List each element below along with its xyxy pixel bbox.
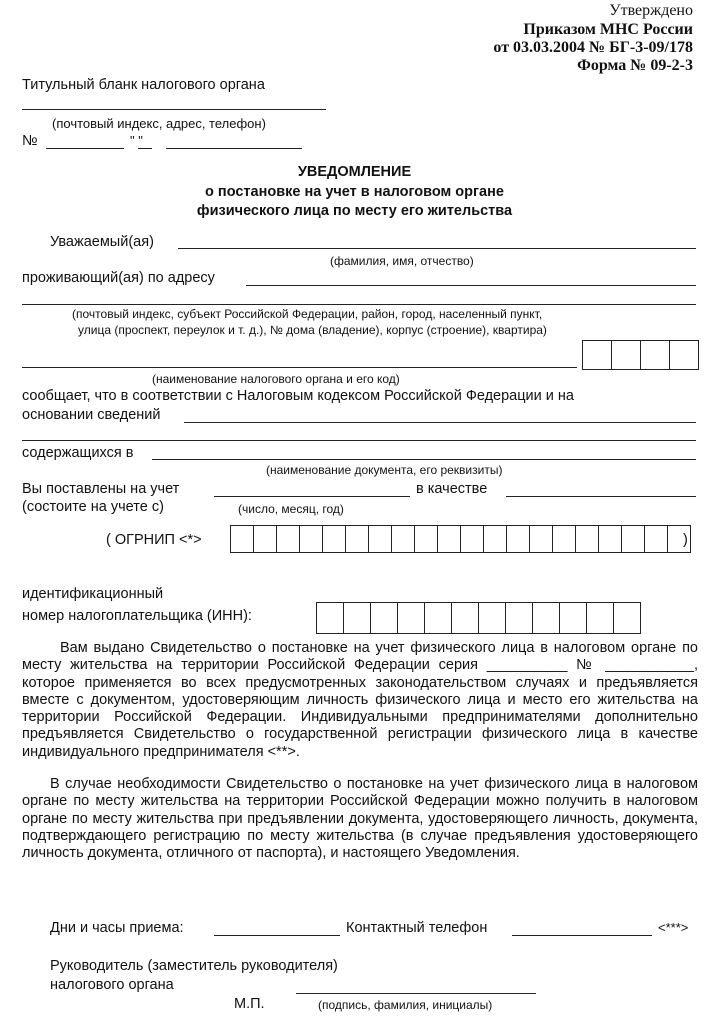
- tax-org-code-boxes[interactable]: [582, 340, 698, 370]
- address-field-2[interactable]: [22, 304, 696, 305]
- hours-field[interactable]: [214, 935, 340, 936]
- fio-caption: (фамилия, имя, отчество): [330, 254, 474, 268]
- ogrnip-label: ( ОГРНИП <*>: [106, 532, 202, 548]
- registered-since-label: (состоите на учете с): [22, 499, 164, 515]
- month-year-field[interactable]: [166, 148, 302, 149]
- body-paragraph-1: Вам выдано Свидетельство о постановке на учет физического лица в налоговом органе по месту жительства на территории Российской Федерации серия __________ № ___________, которое применяется во всех предусмотренных законодательством случаях и предъявляется вместе с документом, удостоверяющим личность физического лица и место его жительства на территории Российской Федерации. Индивидуальными предпринимателями дополнительно предъявляется Свидетельство о государственной регистрации физического лица в качестве индивидуального предпринимателя <**>.: [22, 640, 698, 760]
- postal-caption: (почтовый индекс, адрес, телефон): [52, 116, 266, 131]
- number-field[interactable]: [46, 148, 124, 149]
- phone-note: <***>: [658, 920, 689, 935]
- code-cell[interactable]: [669, 340, 699, 370]
- document-field[interactable]: [152, 459, 696, 460]
- contained-label: содержащихся в: [22, 445, 134, 461]
- order-date: от 03.03.2004 № БГ-3-09/178: [493, 39, 693, 56]
- code-cell[interactable]: [611, 340, 641, 370]
- ogrnip-cell[interactable]: [230, 525, 254, 553]
- quality-field[interactable]: [506, 496, 696, 497]
- inn-cell[interactable]: [316, 602, 344, 634]
- doc-title: УВЕДОМЛЕНИЕ: [297, 164, 412, 180]
- title-blank-label: Титульный бланк налогового органа: [22, 77, 265, 93]
- approval-label: Утверждено: [609, 2, 693, 19]
- ogrnip-cell[interactable]: [322, 525, 346, 553]
- ogrnip-cell[interactable]: [368, 525, 392, 553]
- number-label: №: [22, 133, 38, 149]
- signature-field[interactable]: [296, 993, 536, 994]
- inn-cell[interactable]: [532, 602, 560, 634]
- inn-cell[interactable]: [586, 602, 614, 634]
- ogrnip-cell[interactable]: [299, 525, 323, 553]
- ogrnip-cell[interactable]: [621, 525, 645, 553]
- form-number: Форма № 09-2-3: [577, 57, 693, 74]
- blank-line[interactable]: [22, 109, 326, 110]
- fio-field[interactable]: [178, 248, 696, 249]
- ogrnip-cell[interactable]: [276, 525, 300, 553]
- info-field-2[interactable]: [22, 440, 696, 441]
- ogrnip-cell[interactable]: [598, 525, 622, 553]
- inn-boxes[interactable]: [316, 602, 640, 634]
- address-caption-1: (почтовый индекс, субъект Российской Федерации, район, город, населенный пункт,: [72, 307, 543, 321]
- phone-label: Контактный телефон: [346, 920, 488, 936]
- ogrnip-cell[interactable]: [552, 525, 576, 553]
- order-label: Приказом МНС России: [523, 21, 693, 38]
- inn-cell[interactable]: [505, 602, 533, 634]
- ogrnip-cell[interactable]: [529, 525, 553, 553]
- date-caption: (число, месяц, год): [238, 502, 344, 516]
- inn-cell[interactable]: [370, 602, 398, 634]
- address-label: проживающий(ая) по адресу: [22, 270, 215, 286]
- inn-label-2: номер налогоплательщика (ИНН):: [22, 608, 252, 624]
- informs-line-2: основании сведений: [22, 407, 161, 423]
- head-label-1: Руководитель (заместитель руководителя): [50, 958, 338, 974]
- code-cell[interactable]: [582, 340, 612, 370]
- registered-label: Вы поставлены на учет: [22, 481, 180, 497]
- registered-date-field[interactable]: [214, 496, 410, 497]
- inn-cell[interactable]: [613, 602, 641, 634]
- address-field-1[interactable]: [246, 285, 696, 286]
- ogrnip-cell[interactable]: [483, 525, 507, 553]
- ogrnip-cell[interactable]: [253, 525, 277, 553]
- inn-cell[interactable]: [343, 602, 371, 634]
- address-caption-2: улица (проспект, переулок и т. д.), № дома (владение), корпус (строение), квартира): [78, 323, 547, 337]
- ogrnip-cell[interactable]: [575, 525, 599, 553]
- hours-label: Дни и часы приема:: [50, 920, 184, 936]
- ogrnip-cell[interactable]: [345, 525, 369, 553]
- document-caption: (наименование документа, его реквизиты): [266, 463, 503, 477]
- ogrnip-cell[interactable]: [506, 525, 530, 553]
- tax-org-caption: (наименование налогового органа и его код): [152, 372, 400, 386]
- doc-subtitle-2: физического лица по месту его жительства: [196, 203, 513, 219]
- head-label-2: налогового органа: [50, 977, 174, 993]
- as-quality-label: в качестве: [416, 481, 488, 497]
- inn-cell[interactable]: [478, 602, 506, 634]
- body-paragraph-2: В случае необходимости Свидетельство о постановке на учет физического лица в налоговом органе по месту жительства на территории Российской Федерации можно получить в налоговом органе по месту жительства при предъявлении документа, удостоверяющего личность, документа, подтверждающего регистрацию по месту жительства (в случае предъявления удостоверяющего личность документа, отличного от паспорта), и настоящего Уведомления.: [22, 776, 698, 862]
- tax-org-field[interactable]: [22, 367, 577, 368]
- ogrnip-close: ): [683, 532, 688, 548]
- code-cell[interactable]: [640, 340, 670, 370]
- dear-label: Уважаемый(ая): [50, 234, 154, 250]
- inn-cell[interactable]: [424, 602, 452, 634]
- informs-line-1: сообщает, что в соответствии с Налоговым кодексом Российской Федерации и на: [22, 388, 574, 404]
- inn-cell[interactable]: [451, 602, 479, 634]
- inn-cell[interactable]: [397, 602, 425, 634]
- signature-caption: (подпись, фамилия, инициалы): [318, 998, 493, 1012]
- ogrnip-cell[interactable]: [644, 525, 668, 553]
- doc-subtitle-1: о постановке на учет в налоговом органе: [205, 184, 504, 200]
- ogrnip-cell[interactable]: [460, 525, 484, 553]
- stamp-label: М.П.: [234, 996, 265, 1012]
- date-quotes: " ": [130, 133, 143, 148]
- ogrnip-cell[interactable]: [437, 525, 461, 553]
- ogrnip-cell[interactable]: [391, 525, 415, 553]
- inn-cell[interactable]: [559, 602, 587, 634]
- ogrnip-cell[interactable]: [414, 525, 438, 553]
- info-field-1[interactable]: [184, 422, 696, 423]
- ogrnip-boxes[interactable]: [230, 525, 690, 553]
- phone-field[interactable]: [512, 935, 652, 936]
- day-field[interactable]: [138, 148, 152, 149]
- inn-label-1: идентификационный: [22, 586, 164, 602]
